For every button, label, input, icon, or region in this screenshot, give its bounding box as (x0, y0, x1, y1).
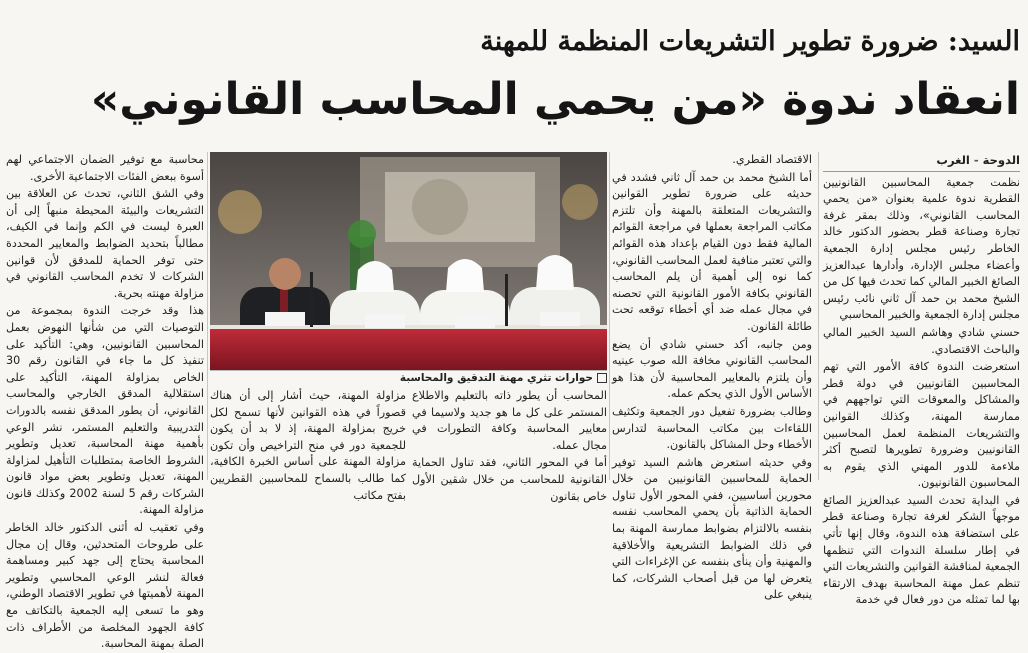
photo-caption-text: حوارات تثري مهنة التدقيق والمحاسبة (399, 372, 593, 384)
paragraph: وفي الشق الثاني، تحدث عن العلاقة بين التشريعات والبيئة المحيطة منبهاً إلى أن العبرة ليست في الكم وإنما في الكيف، مطالباً بتحديد الضوابط والمعايير المحددة حتى توفر الحماية للمدقق لأن قوانين الشركات لا تخدم المحاسب القانوني في مزاولة مهنته بحرية. (6, 187, 204, 300)
paragraph: أما الشيخ محمد بن حمد آل ثاني فشدد في حديثه على ضرورة تطوير القوانين والتشريعات المتعلقة بالمهنة وأن تلتزم مكاتب المراجعة بعملها في مراجعة القوائم المالية فقط دون القيام بإعداد هذه القوائم والتي تعتبر منافية لعمل المحاسب القانوني، كما نوه إلى أهمية أن يلم المحاسب القانوني بكافة الأمور القانونية التي تحصنه في مجال عمله ضد أي أخطاء توقعه تحت طائلة القانون. (612, 170, 812, 333)
column-divider (207, 152, 208, 480)
paragraph: استعرضت الندوة كافة الأمور التي تهم المحاسبين القانونيين في دولة قطر والمشاكل والمعوقات التي تواجههم في ممارسة المهنة، وكذلك القوانين والتشريعات المنظمة لعمل المحاسبين القانونيين وضرورة تطويرها لتصبح أكثر ملاءمة للدور المهني الذي يقوم به المحاسبون القانونيون. (823, 360, 1020, 490)
column-divider (818, 152, 819, 480)
paragraph: محاسبة مع توفير الضمان الاجتماعي لهم أسوة ببعض الفئات الاجتماعية الأخرى. (6, 153, 204, 183)
paragraph: وطالب بضرورة تفعيل دور الجمعية وتكثيف اللقاءات بين مكاتب المحاسبة لتدارس الأخطاء وحل المشاكل بالقانون. (612, 404, 812, 452)
paragraph: نظمت جمعية المحاسبين القانونيين القطرية ندوة علمية بعنوان «من يحمي المحاسب القانوني»، وذلك بمقر غرفة تجارة وصناعة قطر بحضور الدكتور خالد الخاطر رئيس مجلس إدارة الجمعية وأعضاء مجلس الإدارة، وأدارها عبدالعزيز الصائغ الخبير المالي كما تحدث فيها كل من الشيخ محمد بن حمد آل ثاني نائب رئيس مجلس إدارة الجمعية والخبير المحاسبي (823, 175, 1020, 322)
subheadline: السيد: ضرورة تطوير التشريعات المنظمة للمهنة (480, 26, 1020, 57)
paragraph: مزاولة المهنة، حيث أشار إلى أن هناك قصوراً في هذه القوانين لأنها تسمح لكل خريج بمزاولة المهنة، إذ لا بد أن يكون للجمعية دور في منح التراخيص وأن تكون مزاولة المهنة على أساس الخبرة الكافية، كما طالب بالسماح للمحاسبين القطريين بفتح مكاتب (210, 389, 406, 502)
headline: انعقاد ندوة «من يحمي المحاسب القانوني» (90, 74, 1020, 125)
paragraph: وفي تعقيب له أثنى الدكتور خالد الخاطر على طروحات المتحدثين، وقال إن مجال المحاسبة يحتاج إلى جهد كبير ومساهمة فعالة لنشر الوعي المحاسبي وتطوير المهنة لأهميتها في تطوير الاقتصاد الوطني، وهو ما تسعى إليه الجمعية بالتكاتف مع كافة الجهود المخلصة من الأطراف ذات الصلة بمهنة المحاسبة. (6, 521, 204, 651)
paragraph: المحاسب أن يطور ذاته بالتعليم والاطلاع المستمر على كل ما هو جديد ولاسيما في معايير المحاسبة وكافة التطورات في مجال عمله. (412, 389, 607, 452)
paragraph: أما في المحور الثاني، فقد تناول الحماية القانونية للمحاسب من خلال شقين الأول خاص بقانون (412, 456, 607, 503)
paragraph: هذا وقد خرجت الندوة بمجموعة من التوصيات التي من شأنها النهوض بعمل المحاسبين القانونيين، وهي: التأكيد على تنفيذ كل ما جاء في القانون رقم 30 الخاص بمزاولة المهنة، التأكيد على استقلالية المدقق الخارجي والمحاسب القانوني، أن يطور المدقق نفسه بالدورات التدريبية والتعليم المستمر، نشر الوعي بأهمية مهنة المحاسبة، تعديل وتطوير الشروط الخاصة بمتطلبات التأهيل لمزاولة المهنة، تعديل وتطوير بعض مواد قانون الشركات رقم 5 لسنة 2002 وكذلك قانون مزاولة المهنة. (6, 304, 204, 517)
paragraph: وفي حديثه استعرض هاشم السيد توفير الحماية للمحاسبين القانونيين من خلال محورين أساسيين، ففي المحور الأول تناول الحماية الذاتية بأن يحمي المحاسب نفسه بنفسه بالالتزام بضوابط ممارسة المهنة بما في ذلك الضوابط التشريعية والأخلاقية والمهنية وأن ينأى بنفسه عن الإغراءات التي يتعرض لها من قبل أصحاب الشركات، كما ينبغي على (612, 455, 812, 602)
panel-discussion-photo (210, 152, 607, 370)
article-column-5 (6, 152, 204, 651)
paragraph: حسني شادي وهاشم السيد الخبير المالي والباحث الاقتصادي. (823, 325, 1020, 356)
byline-source: الغرب (936, 153, 970, 167)
paragraph: في البداية تحدث السيد عبدالعزيز الصائغ موجهاً الشكر لغرفة تجارة وصناعة قطر على استضافة هذه الندوة، وقال إنها تأتي في إطار سلسلة الندوات التي تنظمها الجمعية لمناقشة القوانين والتشريعات التي تنظم عمل مهنة المحاسبة بهدف الارتقاء بها لما تمثله من دور فعال في خدمة (823, 493, 1020, 607)
column-divider (609, 152, 610, 480)
byline-city: الدوحة (982, 153, 1020, 167)
article-column-4 (210, 388, 406, 502)
byline-separator: - (969, 153, 979, 167)
caption-marker-icon (597, 373, 607, 383)
article-photo (210, 152, 607, 370)
photo-caption (210, 370, 607, 388)
paragraph: ومن جانبه، أكد حسني شادي أن يضع المحاسب القانوني مخافة الله صوب عينيه وأن يلتزم بالمعايير المحاسبية لأن هذا هو الأساس الأول الذي يحكم عمله. (612, 337, 812, 401)
paragraph: الاقتصاد القطري. (732, 153, 812, 166)
article-column-2 (612, 152, 812, 602)
article-column-3 (412, 388, 607, 503)
byline (823, 152, 1020, 172)
article-column-1 (823, 152, 1020, 607)
